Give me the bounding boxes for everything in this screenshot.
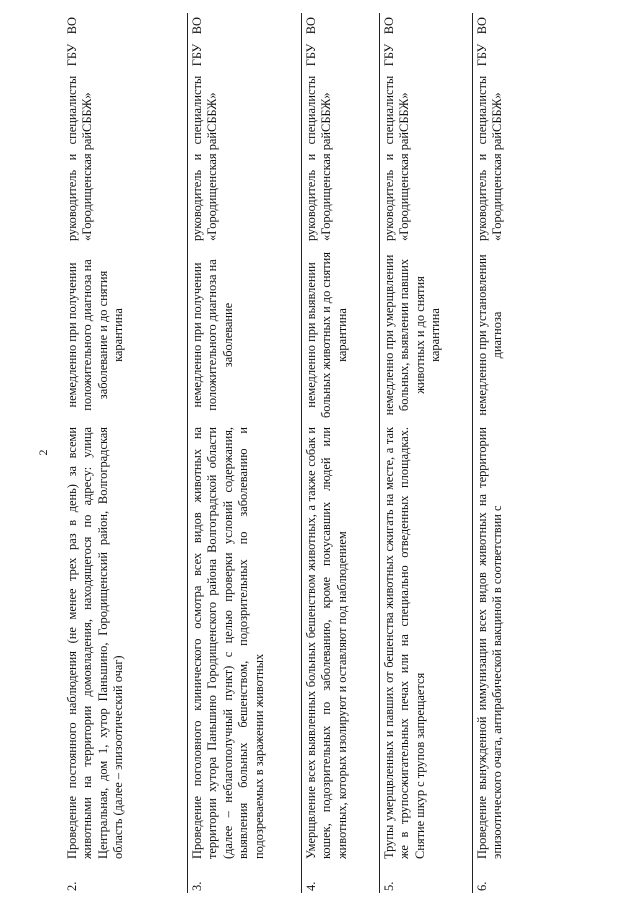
row-number: 3. bbox=[188, 863, 302, 893]
row-action: Трупы умерщвленных и павших от бешенства животных сжигать на месте, а так же в трупосжигательных печах или на специально отведенных площадках. Снятие шкур с трупов запрещается bbox=[380, 423, 473, 863]
row-responsible: руководитель и специалисты ГБУ ВО «Городищенская райСББЖ» bbox=[65, 17, 95, 241]
row-action: Проведение вынужденной иммунизации всех видов животных на территории эпизоотического очага, антирабической вакциной в соответствии с bbox=[473, 423, 541, 863]
row-responsible: руководитель и специалисты ГБУ ВО «Городищенская райСББЖ» bbox=[380, 13, 473, 245]
row-term: немедленно при установлении диагноза bbox=[473, 245, 541, 423]
row-action: Проведение постоянного наблюдения (не менее трех раз в день) за всеми животными на территории домовладения, находящегося по адресу: улица Центральная, дом 1, хутор Паньшино, Городищенский район, Волгоградская область (далее – эпизоотический очаг) bbox=[65, 427, 126, 859]
row-number: 6. bbox=[473, 863, 541, 893]
row-term: немедленно при получении положительного диагноза на заболевание bbox=[188, 245, 302, 423]
table-row bbox=[473, 13, 541, 893]
row-term: немедленно при умерщвлении больных, выявлении павших животных и до снятия карантина bbox=[380, 245, 473, 423]
row-number: 4. bbox=[302, 863, 380, 893]
table-row bbox=[380, 13, 473, 893]
row-action: Умерщвление всех выявленных больных бешенством животных, а также собак и кошек, подозрительных по заболеванию, кроме покусавших людей или животных, которых изолируют и оставляют под наблюдением bbox=[302, 423, 380, 863]
table-row bbox=[63, 13, 188, 893]
page-number: 2 bbox=[36, 449, 50, 456]
table-row bbox=[188, 13, 302, 893]
row-term: немедленно при выявлении больных животных и до снятия карантина bbox=[302, 245, 380, 423]
measures-table bbox=[63, 13, 540, 893]
row-number: 2. bbox=[65, 881, 79, 891]
row-term: немедленно при получении положительного диагноза на заболевание и до снятия карантина bbox=[65, 259, 126, 411]
table-row bbox=[302, 13, 380, 893]
row-responsible: руководитель и специалисты ГБУ ВО «Городищенская райСББЖ» bbox=[188, 13, 302, 245]
row-responsible: руководитель и специалисты ГБУ ВО «Городищенская райСББЖ» bbox=[302, 13, 380, 245]
row-action: Проведение поголовного клинического осмотра всех видов животных на территории хутора Паньшино Городищенского района Волгоградской области (далее – неблагополучный пункт) с целью проверки условий содержания, выявления больных бешенством, подозрительных по заболеванию и подозреваемых в заражении животных bbox=[188, 423, 302, 863]
row-responsible: руководитель и специалисты ГБУ ВО «Городищенская райСББЖ» bbox=[473, 13, 541, 245]
row-number: 5. bbox=[380, 863, 473, 893]
